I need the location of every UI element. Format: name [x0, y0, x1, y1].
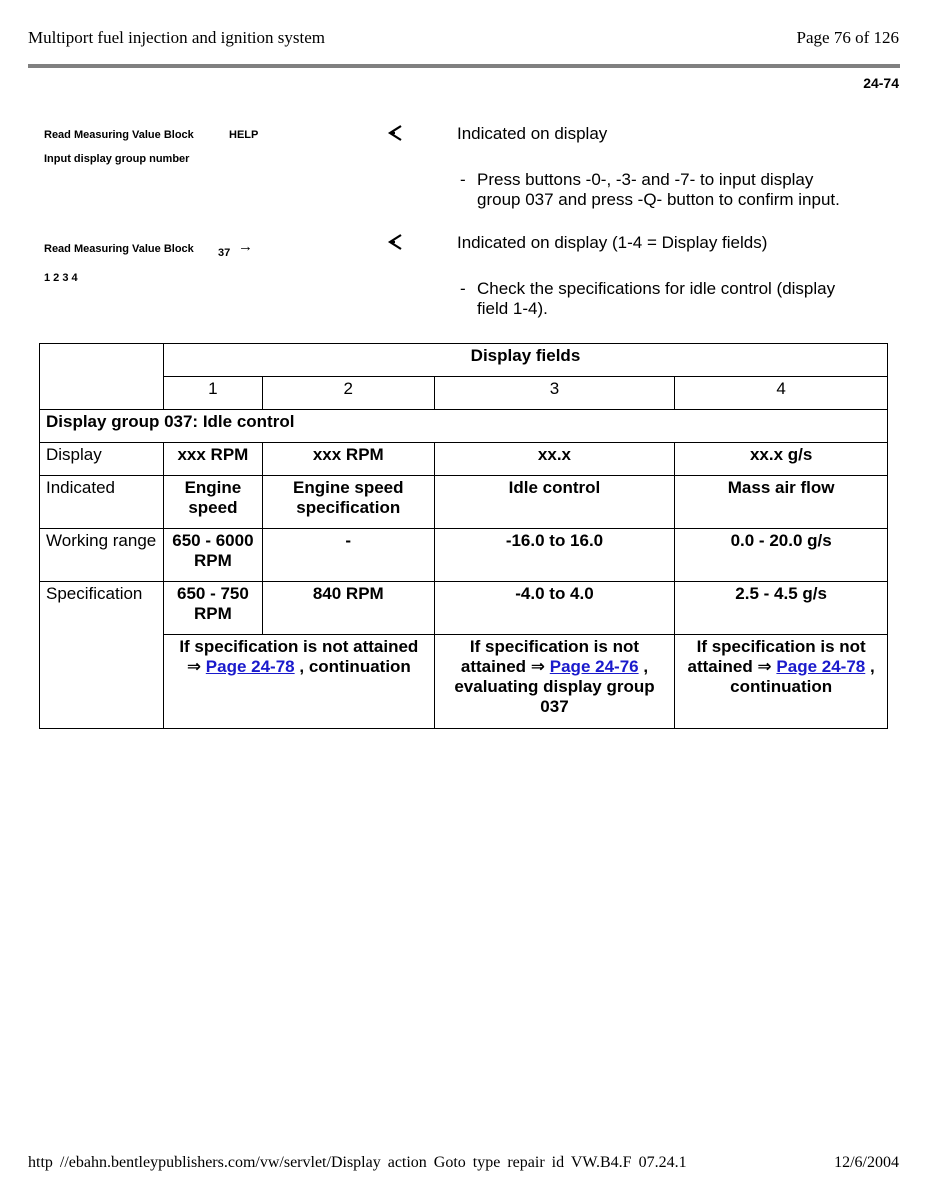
display-text-help: HELP [229, 129, 259, 141]
note-text: If specification is not attained ⇒ [687, 637, 866, 676]
display-text-line1: Read Measuring Value Block [44, 243, 194, 255]
field-number-header: 1 [163, 377, 262, 410]
table-row [40, 635, 888, 729]
row-label: Display [40, 443, 164, 476]
table-row [40, 476, 888, 529]
note-text: , continuation [299, 657, 411, 676]
table-row [40, 443, 888, 476]
table-cell: xx.x [434, 443, 675, 476]
instruction-line1: Check the specifications for idle control (display [477, 279, 836, 298]
note-text: If specification is not attained ⇒ [179, 637, 419, 676]
indicator-arrow-icon [386, 233, 404, 251]
table-cell: 840 RPM [262, 582, 434, 635]
table-cell: Engine speed [163, 476, 262, 529]
display-text-fields: 1 2 3 4 [44, 272, 78, 284]
table-cell: xx.x g/s [675, 443, 888, 476]
specification-table [39, 343, 888, 729]
table-cell: Mass air flow [675, 476, 888, 529]
table-cell: Engine speed specification [262, 476, 434, 529]
field-number-header: 4 [675, 377, 888, 410]
instruction-line1: Press buttons -0-, -3- and -7- to input display [477, 170, 814, 189]
instruction-line2: field 1-4). [477, 299, 548, 318]
row-label: Specification [40, 582, 164, 729]
indicator-arrow-icon [386, 124, 404, 142]
display-group-title: Display group 037: Idle control [40, 410, 888, 443]
table-cell: xxx RPM [163, 443, 262, 476]
field-number-header: 3 [434, 377, 675, 410]
table-cell: 2.5 - 4.5 g/s [675, 582, 888, 635]
page-24-76-link[interactable]: Page 24-76 [549, 657, 639, 676]
table-corner-cell [40, 344, 164, 410]
row-label: Indicated [40, 476, 164, 529]
section-page-code: 24-74 [863, 75, 899, 91]
bullet-dash: - [460, 279, 466, 298]
footer-url: http //ebahn.bentleypublishers.com/vw/servlet/Display action Goto type repair id VW.B4.F 07.24.1 [28, 1154, 687, 1171]
table-cell: Idle control [434, 476, 675, 529]
table-cell: 0.0 - 20.0 g/s [675, 529, 888, 582]
bullet-dash: - [460, 170, 466, 189]
note-text: , evaluating display group 037 [454, 657, 655, 716]
instruction-line2: group 037 and press -Q- button to confirm input. [477, 190, 840, 209]
display-text-group: 37 [218, 247, 231, 259]
display-text-line2: Input display group number [44, 153, 190, 165]
header-divider [28, 64, 900, 68]
note-text: If specification is not attained ⇒ [460, 637, 640, 676]
row-label: Working range [40, 529, 164, 582]
page-number: Page 76 of 126 [796, 28, 899, 47]
indicated-text: Indicated on display [457, 124, 608, 143]
page-24-78-link[interactable]: Page 24-78 [776, 657, 866, 676]
page-24-78-link[interactable]: Page 24-78 [205, 657, 295, 676]
document-title: Multiport fuel injection and ignition system [28, 28, 325, 47]
right-arrow-icon: → [238, 238, 253, 255]
table-cell: -16.0 to 16.0 [434, 529, 675, 582]
table-cell: - [262, 529, 434, 582]
field-number-header: 2 [262, 377, 434, 410]
footer-date: 12/6/2004 [834, 1154, 899, 1171]
display-text-line1: Read Measuring Value Block [44, 129, 194, 141]
note-cell [434, 635, 675, 729]
table-row [40, 582, 888, 635]
table-row [40, 529, 888, 582]
note-cell [163, 635, 434, 729]
display-fields-header: Display fields [163, 344, 887, 377]
table-cell: -4.0 to 4.0 [434, 582, 675, 635]
note-text: , continuation [730, 657, 875, 696]
table-cell: 650 - 750 RPM [163, 582, 262, 635]
table-cell: 650 - 6000 RPM [163, 529, 262, 582]
note-cell [675, 635, 888, 729]
table-cell: xxx RPM [262, 443, 434, 476]
indicated-text: Indicated on display (1-4 = Display fields) [457, 233, 768, 252]
